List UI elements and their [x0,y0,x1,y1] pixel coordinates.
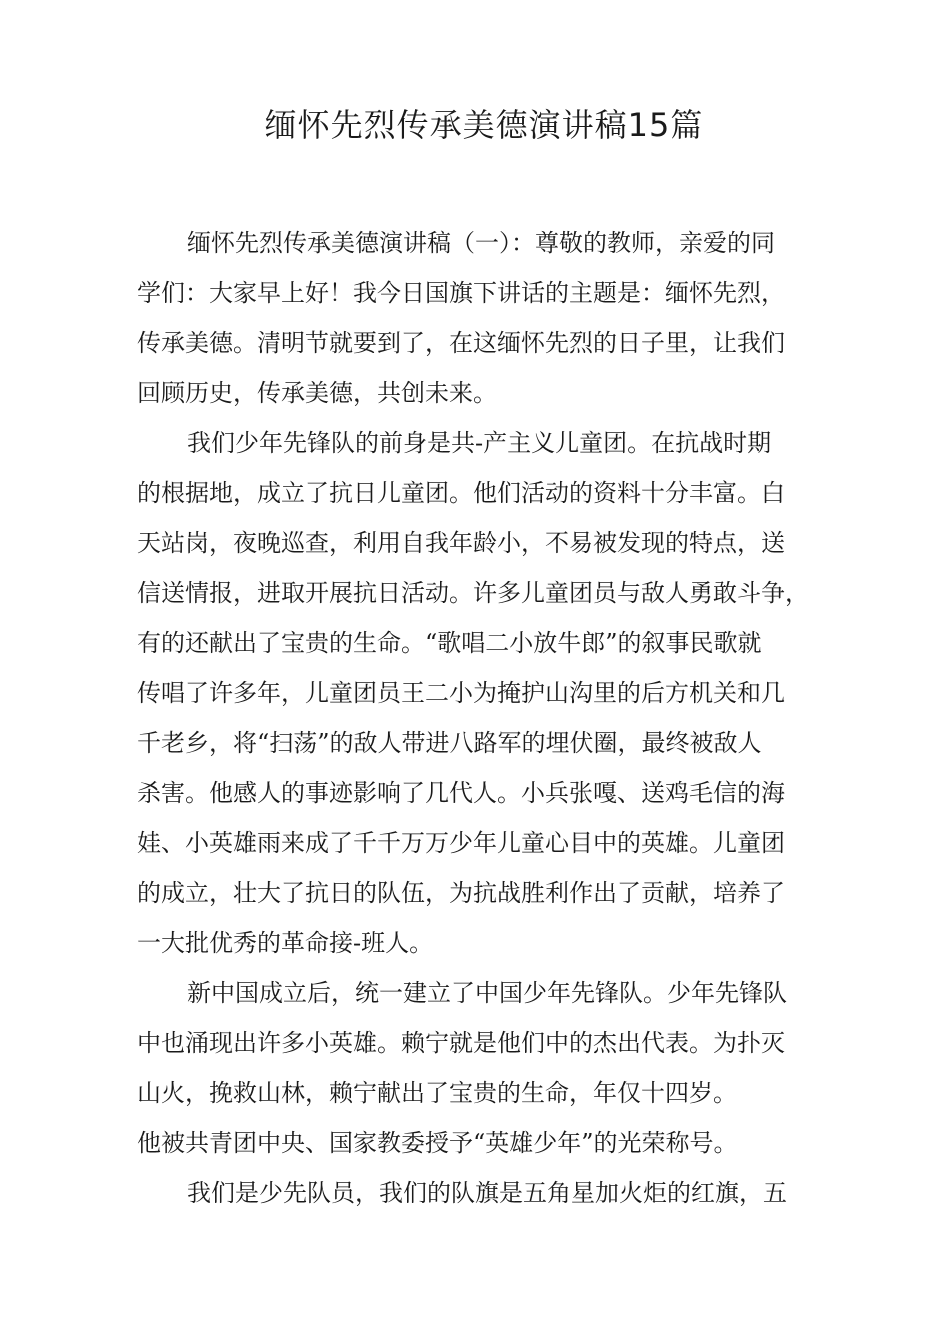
paragraph-line: 信送情报，进取开展抗日活动。许多儿童团员与敌人勇敢斗争， [137,579,809,607]
paragraph-line: 山火，挽救山林，赖宁献出了宝贵的生命，年仅十四岁。 [137,1079,737,1107]
paragraph-line: 中也涌现出许多小英雄。赖宁就是他们中的杰出代表。为扑灭 [137,1029,785,1057]
paragraph-1 [137,218,850,418]
paragraph-line: 杀害。他感人的事迹影响了几代人。小兵张嘎、送鸡毛信的海 [137,779,785,807]
paragraph-line: 我们是少先队员，我们的队旗是五角星加火炬的红旗，五 [187,1179,787,1207]
paragraph-line: 有的还献出了宝贵的生命。“歌唱二小放牛郎”的叙事民歌就 [137,629,762,657]
paragraph-line: 千老乡，将“扫荡”的敌人带进八路军的埋伏圈，最终被敌人 [137,729,762,757]
paragraph-line: 我们少年先锋队的前身是共-产主义儿童团。在抗战时期 [187,429,772,457]
document-title: 缅怀先烈传承美德演讲稿15篇 [264,106,704,144]
paragraph-line: 的根据地，成立了抗日儿童团。他们活动的资料十分丰富。白 [137,479,785,507]
paragraph-line: 传承美德。清明节就要到了，在这缅怀先烈的日子里，让我们 [137,329,785,357]
paragraph-line: 回顾历史，传承美德，共创未来。 [137,379,497,407]
document-body [137,218,850,1218]
paragraph-2 [137,418,850,968]
paragraph-3 [137,968,850,1168]
paragraph-4 [137,1168,850,1218]
paragraph-line: 新中国成立后，统一建立了中国少年先锋队。少年先锋队 [187,979,787,1007]
paragraph-line: 一大批优秀的革命接-班人。 [137,929,434,957]
paragraph-line: 的成立，壮大了抗日的队伍，为抗战胜利作出了贡献，培养了 [137,879,785,907]
paragraph-line: 他被共青团中央、国家教委授予“英雄少年”的光荣称号。 [137,1129,738,1157]
paragraph-line: 天站岗，夜晚巡查，利用自我年龄小，不易被发现的特点，送 [137,529,785,557]
paragraph-line: 娃、小英雄雨来成了千千万万少年儿童心目中的英雄。儿童团 [137,829,785,857]
paragraph-line: 缅怀先烈传承美德演讲稿（一）：尊敬的教师，亲爱的同 [187,229,775,257]
paragraph-line: 传唱了许多年，儿童团员王二小为掩护山沟里的后方机关和几 [137,679,785,707]
paragraph-line: 学们：大家早上好！我今日国旗下讲话的主题是：缅怀先烈， [137,279,785,307]
